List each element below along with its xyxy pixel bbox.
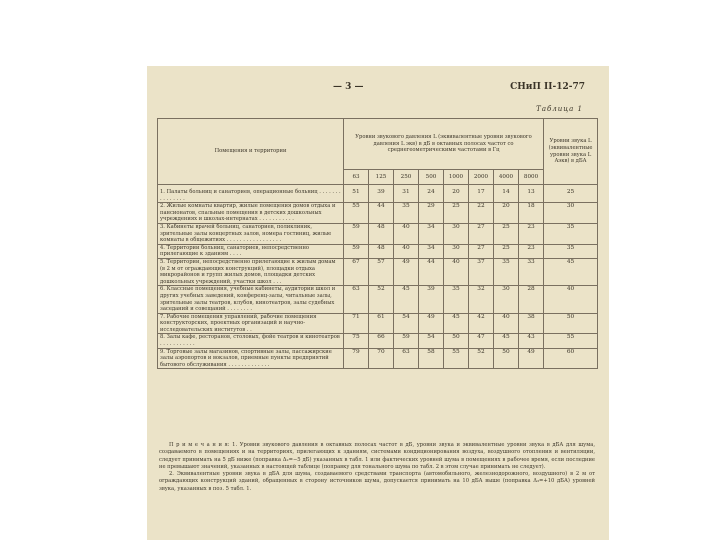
- row-label: 6. Классные помещения, учебные кабинеты, аудитории школ и других учебных заведений, конференц-залы, читальные залы, зрительные залы театров, клубов, кинотеатров, залы судебных заседаний и совещаний . . . . . . . .: [158, 286, 344, 313]
- octave-value-cell: 13: [519, 185, 544, 203]
- octave-value-cell: 52: [369, 286, 394, 313]
- table-body: [158, 185, 598, 369]
- octave-value-cell: 71: [344, 313, 369, 334]
- octave-value-cell: 59: [344, 244, 369, 258]
- octave-value-cell: 79: [344, 348, 369, 369]
- octave-value-cell: 32: [469, 286, 494, 313]
- octave-value-cell: 55: [344, 203, 369, 224]
- row-label: 4. Территории больниц, санаториев, непосредственно прилегающие к зданиям . . . .: [158, 244, 344, 258]
- octave-value-cell: 40: [444, 258, 469, 285]
- octave-value-cell: 27: [469, 244, 494, 258]
- octave-value-cell: 28: [519, 286, 544, 313]
- frequency-header: 8000: [519, 170, 544, 185]
- octave-value-cell: 40: [494, 313, 519, 334]
- octave-value-cell: 42: [469, 313, 494, 334]
- octave-value-cell: 49: [419, 313, 444, 334]
- octave-value-cell: 37: [469, 258, 494, 285]
- table-row: [158, 348, 598, 369]
- document-code: СНиП II-12-77: [510, 82, 585, 92]
- frequency-header: 63: [344, 170, 369, 185]
- row-label: 3. Кабинеты врачей больниц, санаториев, поликлиник, зрительные залы концертных залов, номера гостиниц, жилые комнаты в общежитиях . . . . . . . . . . . . . . . . .: [158, 223, 344, 244]
- octave-value-cell: 39: [419, 286, 444, 313]
- table-row: [158, 313, 598, 334]
- octave-value-cell: 44: [419, 258, 444, 285]
- octave-value-cell: 54: [394, 313, 419, 334]
- octave-value-cell: 75: [344, 334, 369, 348]
- octave-value-cell: 63: [394, 348, 419, 369]
- octave-value-cell: 70: [369, 348, 394, 369]
- octave-value-cell: 45: [494, 334, 519, 348]
- octave-value-cell: 59: [394, 334, 419, 348]
- row-label: 8. Залы кафе, ресторанов, столовых, фойе театров и кинотеатров . . . . . . . . . . .: [158, 334, 344, 348]
- sound-level-cell: 35: [544, 244, 598, 258]
- octave-value-cell: 34: [419, 244, 444, 258]
- octave-value-cell: 44: [369, 203, 394, 224]
- sound-level-cell: 60: [544, 348, 598, 369]
- room-column-header: Помещения и территории: [158, 119, 344, 185]
- octave-value-cell: 45: [394, 286, 419, 313]
- frequency-header: 125: [369, 170, 394, 185]
- sound-level-cell: 40: [544, 286, 598, 313]
- octave-value-cell: 63: [344, 286, 369, 313]
- frequency-header: 2000: [469, 170, 494, 185]
- octave-value-cell: 22: [469, 203, 494, 224]
- octave-value-cell: 55: [444, 348, 469, 369]
- octave-value-cell: 24: [419, 185, 444, 203]
- octave-value-cell: 40: [394, 244, 419, 258]
- octave-value-cell: 47: [469, 334, 494, 348]
- octave-value-cell: 35: [444, 286, 469, 313]
- table-notes: [159, 442, 595, 493]
- octave-band-header: Уровни звукового давления L (эквивалентные уровни звукового давления L экв) в дБ в октавных полосах частот со среднегеометрическими частотами в Гц: [344, 119, 544, 170]
- octave-value-cell: 30: [494, 286, 519, 313]
- octave-value-cell: 50: [444, 334, 469, 348]
- octave-value-cell: 31: [394, 185, 419, 203]
- noise-limits-table: [157, 118, 598, 369]
- octave-value-cell: 18: [519, 203, 544, 224]
- row-label: 9. Торговые залы магазинов, спортивные залы, пассажирские залы аэропортов и вокзалов, приемные пункты предприятий бытового обслуживания . . . . . . . . . . . . .: [158, 348, 344, 369]
- sound-level-cell: 30: [544, 203, 598, 224]
- octave-value-cell: 17: [469, 185, 494, 203]
- octave-value-cell: 30: [444, 223, 469, 244]
- table-row: [158, 286, 598, 313]
- table-row: [158, 203, 598, 224]
- row-label: 5. Территории, непосредственно прилегающие к жилым домам (в 2 м от ограждающих конструкций), площадки отдыха микрорайонов и групп жилых домов, площадки детских дошкольных учреждений, участки школ . . .: [158, 258, 344, 285]
- sound-level-cell: 35: [544, 223, 598, 244]
- frequency-header: 250: [394, 170, 419, 185]
- octave-value-cell: 67: [344, 258, 369, 285]
- octave-value-cell: 35: [394, 203, 419, 224]
- octave-value-cell: 25: [494, 223, 519, 244]
- octave-value-cell: 52: [469, 348, 494, 369]
- octave-value-cell: 14: [494, 185, 519, 203]
- frequency-header: 4000: [494, 170, 519, 185]
- note-paragraph: П р и м е ч а н и я: 1. Уровни звукового давления в октавных полосах частот в дБ, уровни звука и эквивалентные уровни звука в дБА для шума, создаваемого в помещениях и на территориях, прилегающих к зданиям, системами кондиционирования воздуха, воздушного отопления и вентиляции, следует принимать на 5 дБ ниже (поправка Δ₂=−5 дБ) указанных в табл. 1 или фактических уровней шума в помещениях в рабочее время, если последние не превышают значений, указанных в настоящей таблице (поправку для тонального шума по табл. 2 в этом случае принимать не следует).: [159, 442, 595, 470]
- octave-value-cell: 27: [469, 223, 494, 244]
- octave-value-cell: 23: [519, 223, 544, 244]
- octave-value-cell: 30: [444, 244, 469, 258]
- octave-value-cell: 38: [519, 313, 544, 334]
- frequency-header: 500: [419, 170, 444, 185]
- octave-value-cell: 45: [444, 313, 469, 334]
- sound-level-header: Уровни звука L (эквивалентные уровни звука L Aэкв) в дБА: [544, 119, 598, 185]
- table-row: [158, 223, 598, 244]
- octave-value-cell: 49: [394, 258, 419, 285]
- octave-value-cell: 25: [444, 203, 469, 224]
- octave-value-cell: 66: [369, 334, 394, 348]
- note-paragraph: 2. Эквивалентные уровни звука в дБА для шума, создаваемого средствами транспорта (автомобильного, железнодорожного, воздушного) в 2 м от ограждающих конструкций зданий, обращенных в сторону источников шума, допускается принимать на 10 дБА выше (поправка Δ₃=+10 дБА) уровней звука, указанных в поз. 5 табл. 1.: [159, 471, 595, 492]
- octave-value-cell: 50: [494, 348, 519, 369]
- table-row: [158, 258, 598, 285]
- row-label: 2. Жилые комнаты квартир, жилые помещения домов отдыха и пансионатов, спальные помещения в детских дошкольных учреждениях и школах-интернатах . . . . . . . . . . .: [158, 203, 344, 224]
- octave-value-cell: 49: [519, 348, 544, 369]
- sound-level-cell: 25: [544, 185, 598, 203]
- octave-value-cell: 29: [419, 203, 444, 224]
- sound-level-cell: 45: [544, 258, 598, 285]
- page-header: [147, 82, 609, 96]
- octave-value-cell: 40: [394, 223, 419, 244]
- octave-value-cell: 48: [369, 223, 394, 244]
- octave-value-cell: 59: [344, 223, 369, 244]
- octave-value-cell: 39: [369, 185, 394, 203]
- table-row: [158, 244, 598, 258]
- octave-value-cell: 34: [419, 223, 444, 244]
- octave-value-cell: 25: [494, 244, 519, 258]
- octave-value-cell: 33: [519, 258, 544, 285]
- row-label: 1. Палаты больниц и санаториев, операционные больниц . . . . . . . . . . . . . . .: [158, 185, 344, 203]
- octave-value-cell: 35: [494, 258, 519, 285]
- octave-value-cell: 48: [369, 244, 394, 258]
- frequency-header: 1000: [444, 170, 469, 185]
- sound-level-cell: 50: [544, 313, 598, 334]
- octave-value-cell: 23: [519, 244, 544, 258]
- octave-value-cell: 61: [369, 313, 394, 334]
- table-caption: Таблица 1: [536, 105, 583, 113]
- sound-level-cell: 55: [544, 334, 598, 348]
- octave-value-cell: 20: [494, 203, 519, 224]
- page-number: — 3 —: [333, 82, 364, 92]
- octave-value-cell: 58: [419, 348, 444, 369]
- table-row: [158, 334, 598, 348]
- octave-value-cell: 57: [369, 258, 394, 285]
- octave-value-cell: 51: [344, 185, 369, 203]
- table-row: [158, 185, 598, 203]
- document-page: [147, 66, 609, 540]
- octave-value-cell: 54: [419, 334, 444, 348]
- row-label: 7. Рабочие помещения управлений, рабочие помещения конструкторских, проектных организаций и научно-исследовательских институтов . .: [158, 313, 344, 334]
- octave-value-cell: 20: [444, 185, 469, 203]
- octave-value-cell: 43: [519, 334, 544, 348]
